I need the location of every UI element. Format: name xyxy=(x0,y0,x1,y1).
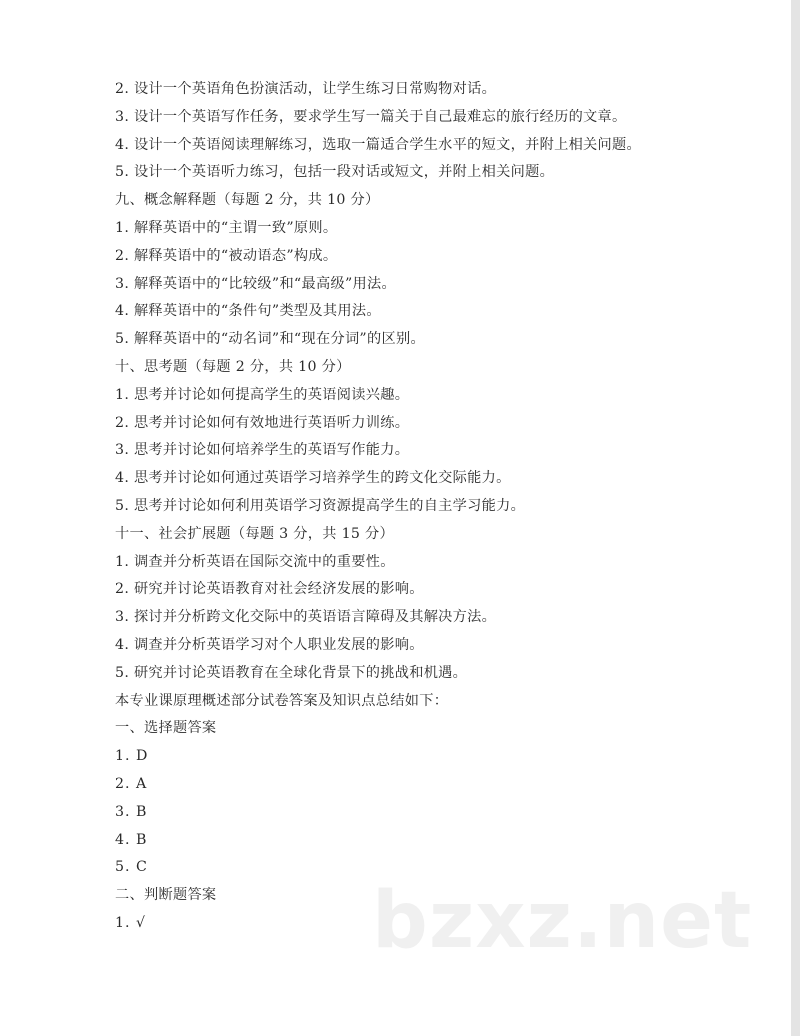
text-line: 1. 思考并讨论如何提高学生的英语阅读兴趣。 xyxy=(115,386,410,403)
text-line: 5. 研究并讨论英语教育在全球化背景下的挑战和机遇。 xyxy=(115,664,468,681)
text-line: 2. 研究并讨论英语教育对社会经济发展的影响。 xyxy=(115,581,424,598)
text-line: 3. 探讨并分析跨文化交际中的英语语言障碍及其解决方法。 xyxy=(115,609,497,626)
answer-line: 1. D xyxy=(115,748,149,765)
text-line: 3. 设计一个英语写作任务，要求学生写一篇关于自己最难忘的旅行经历的文章。 xyxy=(115,108,627,125)
answer-line: 4. B xyxy=(115,831,148,848)
text-line: 4. 思考并讨论如何通过英语学习培养学生的跨文化交际能力。 xyxy=(115,470,511,487)
section-heading: 一、选择题答案 xyxy=(115,720,217,737)
section-heading: 十一、社会扩展题（每题 3 分，共 15 分） xyxy=(115,525,395,542)
section-heading: 十、思考题（每题 2 分，共 10 分） xyxy=(115,358,351,375)
section-heading: 九、概念解释题（每题 2 分，共 10 分） xyxy=(115,192,380,209)
answer-line: 5. C xyxy=(115,859,148,876)
document-body xyxy=(115,76,775,938)
section-heading: 二、判断题答案 xyxy=(115,887,217,904)
text-line: 5. 解释英语中的“动名词”和“现在分词”的区别。 xyxy=(115,331,425,348)
text-line: 1. 调查并分析英语在国际交流中的重要性。 xyxy=(115,553,395,570)
text-line: 4. 调查并分析英语学习对个人职业发展的影响。 xyxy=(115,636,424,653)
answer-line: 2. A xyxy=(115,775,148,792)
answer-line: 1. √ xyxy=(115,914,147,931)
text-line: 4. 设计一个英语阅读理解练习，选取一篇适合学生水平的短文，并附上相关问题。 xyxy=(115,136,642,153)
answer-line: 3. B xyxy=(115,803,148,820)
text-line: 2. 思考并讨论如何有效地进行英语听力训练。 xyxy=(115,414,410,431)
text-line: 3. 思考并讨论如何培养学生的英语写作能力。 xyxy=(115,442,410,459)
text-line: 2. 设计一个英语角色扮演活动，让学生练习日常购物对话。 xyxy=(115,81,497,97)
text-line: 本专业课原理概述部分试卷答案及知识点总结如下： xyxy=(115,692,449,709)
text-line: 2. 解释英语中的“被动语态”构成。 xyxy=(115,247,338,264)
text-line: 3. 解释英语中的“比较级”和“最高级”用法。 xyxy=(115,275,396,292)
page-edge xyxy=(791,0,800,1036)
text-line: 5. 设计一个英语听力练习，包括一段对话或短文，并附上相关问题。 xyxy=(115,164,555,181)
text-line: 4. 解释英语中的“条件句”类型及其用法。 xyxy=(115,303,381,320)
text-line: 1. 解释英语中的“主谓一致”原则。 xyxy=(115,219,338,236)
text-line: 5. 思考并讨论如何利用英语学习资源提高学生的自主学习能力。 xyxy=(115,497,526,514)
watermark: bzxz.net xyxy=(372,876,753,966)
